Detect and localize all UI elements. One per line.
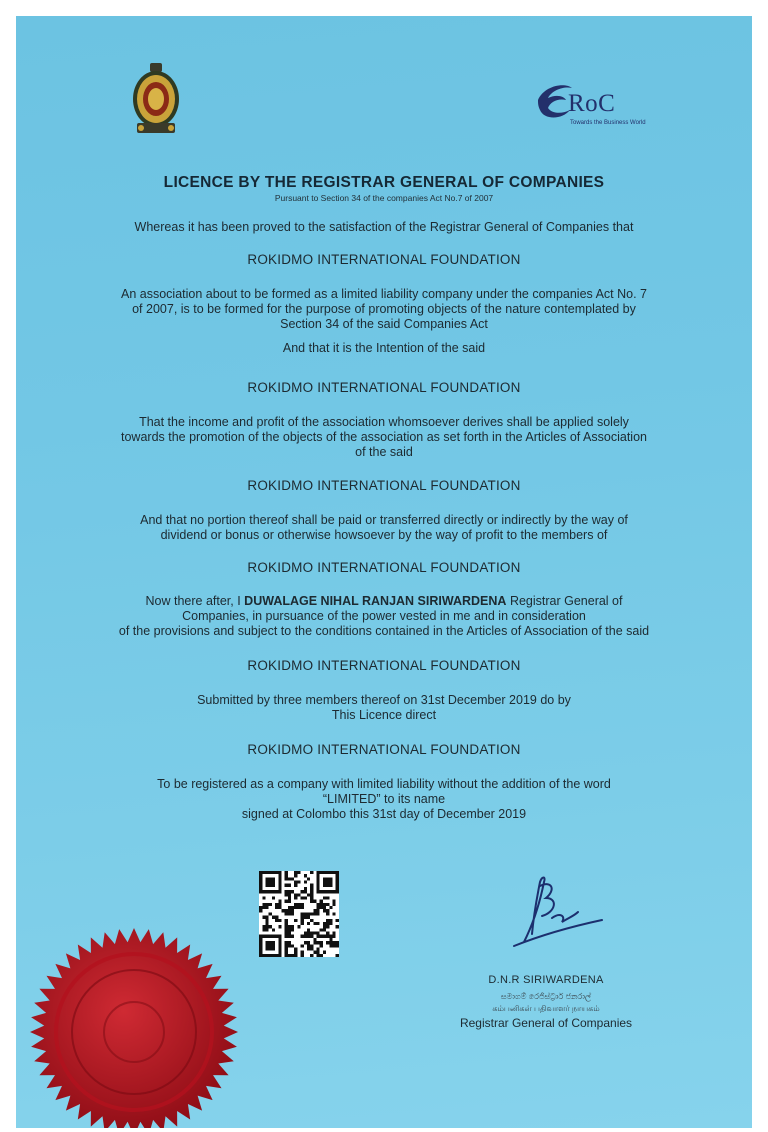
org-name: ROKIDMO INTERNATIONAL FOUNDATION (247, 742, 521, 757)
signer-title-tamil: கம்பனிகள் பதிவாளர் நாயகம் (492, 1004, 600, 1013)
paragraph-line: dividend or bonus or otherwise howsoever by the way of profit to the members of (160, 528, 608, 542)
signer-title: Registrar General of Companies (459, 1016, 633, 1030)
paragraph-line: Companies, in pursuance of the power vested in me and in consideration (182, 609, 586, 623)
paragraph-line: That the income and profit of the association whomsoever derives shall be applied solely (139, 415, 629, 429)
roc-logo-tagline: Towards the Business World (570, 120, 646, 126)
paragraph-line: towards the promotion of the objects of the association as set forth in the Articles of Association (121, 430, 647, 444)
org-name: ROKIDMO INTERNATIONAL FOUNDATION (247, 560, 521, 575)
paragraph-5 (76, 693, 692, 723)
signer-title-sinhala: සමාගම් රෙජිස්ට්‍රාර් ජනරාල් (500, 992, 592, 1001)
paragraph-line: of the said (355, 445, 413, 459)
paragraph-line: Section 34 of the said Companies Act (280, 317, 488, 331)
paragraph-text: Now there after, I (145, 594, 241, 608)
paragraph-line (56, 594, 712, 609)
paragraph-text: Registrar General of (509, 594, 623, 608)
paragraph-line: of the provisions and subject to the conditions contained in the Articles of Association of the said (118, 624, 650, 638)
roc-logo-text: RoC (568, 90, 616, 117)
licence-document (16, 16, 752, 1128)
paragraph-3 (56, 513, 712, 543)
licence-subtitle: Pursuant to Section 34 of the companies Act No.7 of 2007 (274, 193, 494, 203)
org-name: ROKIDMO INTERNATIONAL FOUNDATION (247, 252, 521, 267)
paragraph-line: Submitted by three members thereof on 31st December 2019 do by (197, 693, 571, 707)
paragraph-line: signed at Colombo this 31st day of December 2019 (241, 807, 527, 821)
sri-lanka-emblem-icon (131, 63, 181, 135)
qr-code[interactable] (259, 871, 339, 957)
paragraph-line: of 2007, is to be formed for the purpose of promoting objects of the nature contemplated by (132, 302, 636, 316)
paragraph-line: And that no portion thereof shall be paid or transferred directly or indirectly by the way of (140, 513, 628, 527)
registrar-full-name: DUWALAGE NIHAL RANJAN SIRIWARDENA (244, 594, 507, 608)
roc-logo (534, 80, 646, 134)
org-name: ROKIDMO INTERNATIONAL FOUNDATION (247, 658, 521, 673)
whereas-text: Whereas it has been proved to the satisfaction of the Registrar General of Companies that (134, 220, 634, 234)
paragraph-2 (56, 415, 712, 460)
paragraph-line: An association about to be formed as a limited liability company under the companies Act No. 7 (121, 287, 647, 301)
org-name: ROKIDMO INTERNATIONAL FOUNDATION (247, 380, 521, 395)
paragraph-4 (56, 594, 712, 639)
paragraph-line: To be registered as a company with limited liability without the addition of the word (157, 777, 611, 791)
signer-name: D.N.R SIRIWARDENA (488, 974, 604, 986)
licence-title: LICENCE BY THE REGISTRAR GENERAL OF COMPANIES (163, 174, 605, 191)
paragraph-6 (56, 777, 712, 822)
paragraph-line: This Licence direct (331, 708, 437, 722)
signature-scribble (494, 872, 604, 950)
red-seal-icon (26, 924, 242, 1128)
org-name: ROKIDMO INTERNATIONAL FOUNDATION (247, 478, 521, 493)
paragraph-line: “LIMITED” to its name (322, 792, 446, 806)
intention-text: And that it is the Intention of the said (282, 341, 486, 355)
paragraph-1 (56, 287, 712, 332)
